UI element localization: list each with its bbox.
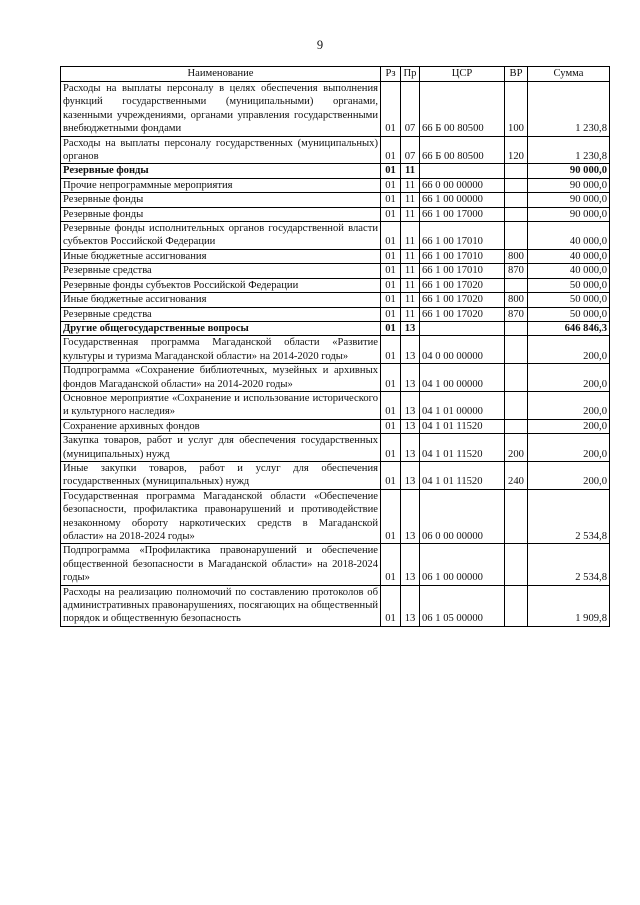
- cell-rz: 01: [381, 585, 401, 626]
- cell-name: Государственная программа Магаданской области «Развитие культуры и туризма Магаданской области» на 2014-2020 годы»: [61, 336, 381, 364]
- cell-vr: [505, 336, 528, 364]
- table-row: [61, 434, 610, 462]
- table-row: [61, 585, 610, 626]
- cell-vr: 800: [505, 249, 528, 263]
- table-row: [61, 136, 610, 164]
- cell-name: Расходы на выплаты персоналу государственных (муниципальных) органов: [61, 136, 381, 164]
- cell-csr: 66 1 00 00000: [420, 193, 505, 207]
- header-pr: Пр: [401, 67, 420, 82]
- cell-csr: 66 1 00 17000: [420, 207, 505, 221]
- cell-vr: 100: [505, 82, 528, 137]
- table-body: [61, 82, 610, 627]
- cell-pr: 13: [401, 489, 420, 544]
- table-row: [61, 336, 610, 364]
- cell-csr: 66 1 00 17020: [420, 307, 505, 321]
- cell-csr: 06 0 00 00000: [420, 489, 505, 544]
- cell-name: Резервные средства: [61, 264, 381, 278]
- header-sum: Сумма: [528, 67, 610, 82]
- cell-csr: 66 1 00 17010: [420, 222, 505, 250]
- cell-rz: 01: [381, 307, 401, 321]
- cell-rz: 01: [381, 434, 401, 462]
- cell-pr: 11: [401, 293, 420, 307]
- cell-pr: 13: [401, 585, 420, 626]
- cell-name: Резервные средства: [61, 307, 381, 321]
- table-row: [61, 364, 610, 392]
- cell-sum: 50 000,0: [528, 278, 610, 292]
- cell-pr: 11: [401, 307, 420, 321]
- cell-pr: 11: [401, 264, 420, 278]
- cell-csr: 66 1 00 17010: [420, 249, 505, 263]
- cell-rz: 01: [381, 278, 401, 292]
- cell-pr: 11: [401, 207, 420, 221]
- cell-sum: 40 000,0: [528, 264, 610, 278]
- cell-sum: 1 230,8: [528, 136, 610, 164]
- cell-pr: 11: [401, 193, 420, 207]
- cell-pr: 13: [401, 364, 420, 392]
- cell-sum: 2 534,8: [528, 489, 610, 544]
- table-row: [61, 222, 610, 250]
- table-row: [61, 544, 610, 585]
- cell-name: Основное мероприятие «Сохранение и использование исторического и культурного наследия»: [61, 391, 381, 419]
- cell-vr: 870: [505, 264, 528, 278]
- cell-pr: 11: [401, 278, 420, 292]
- table-row: [61, 264, 610, 278]
- cell-sum: 200,0: [528, 391, 610, 419]
- cell-vr: [505, 544, 528, 585]
- cell-vr: [505, 193, 528, 207]
- cell-vr: 200: [505, 434, 528, 462]
- cell-rz: 01: [381, 293, 401, 307]
- cell-rz: 01: [381, 264, 401, 278]
- cell-rz: 01: [381, 321, 401, 335]
- cell-rz: 01: [381, 419, 401, 433]
- cell-sum: 50 000,0: [528, 293, 610, 307]
- header-name: Наименование: [61, 67, 381, 82]
- table-row: [61, 461, 610, 489]
- cell-rz: 01: [381, 364, 401, 392]
- cell-csr: 04 1 00 00000: [420, 364, 505, 392]
- table-header-row: [61, 67, 610, 82]
- cell-name: Резервные фонды: [61, 207, 381, 221]
- cell-sum: 90 000,0: [528, 164, 610, 178]
- cell-sum: 200,0: [528, 364, 610, 392]
- cell-name: Резервные фонды субъектов Российской Федерации: [61, 278, 381, 292]
- cell-vr: 800: [505, 293, 528, 307]
- cell-csr: 66 Б 00 80500: [420, 136, 505, 164]
- cell-pr: 13: [401, 391, 420, 419]
- cell-sum: 200,0: [528, 461, 610, 489]
- cell-name: Резервные фонды: [61, 164, 381, 178]
- cell-name: Резервные фонды исполнительных органов государственной власти субъектов Российской Федерации: [61, 222, 381, 250]
- header-csr: ЦСР: [420, 67, 505, 82]
- cell-csr: 06 1 05 00000: [420, 585, 505, 626]
- cell-csr: [420, 321, 505, 335]
- cell-vr: [505, 164, 528, 178]
- cell-rz: 01: [381, 82, 401, 137]
- cell-vr: [505, 489, 528, 544]
- table-row: [61, 293, 610, 307]
- cell-csr: 66 1 00 17020: [420, 293, 505, 307]
- cell-csr: 66 1 00 17020: [420, 278, 505, 292]
- table-row: [61, 391, 610, 419]
- cell-pr: 11: [401, 249, 420, 263]
- cell-sum: 2 534,8: [528, 544, 610, 585]
- cell-vr: [505, 178, 528, 192]
- cell-rz: 01: [381, 489, 401, 544]
- cell-sum: 40 000,0: [528, 222, 610, 250]
- cell-name: Иные бюджетные ассигнования: [61, 249, 381, 263]
- cell-vr: [505, 222, 528, 250]
- cell-pr: 13: [401, 434, 420, 462]
- cell-csr: 06 1 00 00000: [420, 544, 505, 585]
- cell-sum: 200,0: [528, 419, 610, 433]
- cell-name: Закупка товаров, работ и услуг для обеспечения государственных (муниципальных) нужд: [61, 434, 381, 462]
- cell-rz: 01: [381, 207, 401, 221]
- cell-name: Сохранение архивных фондов: [61, 419, 381, 433]
- cell-sum: 200,0: [528, 434, 610, 462]
- cell-csr: 66 1 00 17010: [420, 264, 505, 278]
- header-vr: ВР: [505, 67, 528, 82]
- cell-sum: 646 846,3: [528, 321, 610, 335]
- cell-pr: 13: [401, 336, 420, 364]
- table-row: [61, 82, 610, 137]
- cell-rz: 01: [381, 336, 401, 364]
- cell-sum: 90 000,0: [528, 178, 610, 192]
- cell-name: Подпрограмма «Профилактика правонарушений и обеспечение общественной безопасности в Магаданской области» на 2018-2024 годы»: [61, 544, 381, 585]
- cell-csr: 04 1 01 11520: [420, 419, 505, 433]
- table-row: [61, 178, 610, 192]
- cell-csr: 04 1 01 00000: [420, 391, 505, 419]
- cell-vr: [505, 585, 528, 626]
- cell-csr: [420, 164, 505, 178]
- cell-csr: 66 Б 00 80500: [420, 82, 505, 137]
- cell-vr: 120: [505, 136, 528, 164]
- cell-pr: 11: [401, 164, 420, 178]
- header-rz: Рз: [381, 67, 401, 82]
- budget-table: [60, 66, 610, 627]
- table-row: [61, 164, 610, 178]
- cell-rz: 01: [381, 222, 401, 250]
- cell-name: Другие общегосударственные вопросы: [61, 321, 381, 335]
- cell-name: Иные бюджетные ассигнования: [61, 293, 381, 307]
- cell-pr: 13: [401, 544, 420, 585]
- cell-vr: [505, 207, 528, 221]
- cell-pr: 11: [401, 178, 420, 192]
- cell-name: Расходы на выплаты персоналу в целях обеспечения выполнения функций государственными (муниципальными) органами, казенными учреждениями, органами управления государственными внебюджетными фондами: [61, 82, 381, 137]
- cell-rz: 01: [381, 544, 401, 585]
- cell-pr: 07: [401, 136, 420, 164]
- cell-rz: 01: [381, 391, 401, 419]
- cell-pr: 07: [401, 82, 420, 137]
- cell-rz: 01: [381, 249, 401, 263]
- cell-sum: 40 000,0: [528, 249, 610, 263]
- table-row: [61, 278, 610, 292]
- table-row: [61, 321, 610, 335]
- cell-rz: 01: [381, 136, 401, 164]
- cell-sum: 90 000,0: [528, 207, 610, 221]
- cell-sum: 1 909,8: [528, 585, 610, 626]
- cell-vr: 870: [505, 307, 528, 321]
- cell-name: Резервные фонды: [61, 193, 381, 207]
- cell-pr: 13: [401, 321, 420, 335]
- cell-pr: 13: [401, 461, 420, 489]
- table-row: [61, 193, 610, 207]
- cell-sum: 50 000,0: [528, 307, 610, 321]
- cell-csr: 04 0 00 00000: [420, 336, 505, 364]
- cell-vr: [505, 278, 528, 292]
- table-row: [61, 489, 610, 544]
- cell-rz: 01: [381, 164, 401, 178]
- cell-name: Расходы на реализацию полномочий по составлению протоколов об административных правонарушениях, посягающих на общественный порядок и общественную безопасность: [61, 585, 381, 626]
- cell-sum: 90 000,0: [528, 193, 610, 207]
- cell-csr: 04 1 01 11520: [420, 434, 505, 462]
- cell-sum: 200,0: [528, 336, 610, 364]
- cell-csr: 66 0 00 00000: [420, 178, 505, 192]
- table-row: [61, 207, 610, 221]
- cell-rz: 01: [381, 461, 401, 489]
- cell-vr: [505, 321, 528, 335]
- cell-vr: [505, 364, 528, 392]
- cell-vr: [505, 419, 528, 433]
- cell-name: Иные закупки товаров, работ и услуг для обеспечения государственных (муниципальных) нужд: [61, 461, 381, 489]
- cell-rz: 01: [381, 178, 401, 192]
- cell-pr: 13: [401, 419, 420, 433]
- cell-name: Прочие непрограммные мероприятия: [61, 178, 381, 192]
- cell-sum: 1 230,8: [528, 82, 610, 137]
- table-row: [61, 249, 610, 263]
- page-number: 9: [316, 38, 324, 52]
- cell-name: Государственная программа Магаданской области «Обеспечение безопасности, профилактика правонарушений и противодействие незаконному обороту наркотических средств в Магаданской области» на 2018-2024 годы»: [61, 489, 381, 544]
- table-row: [61, 307, 610, 321]
- cell-name: Подпрограмма «Сохранение библиотечных, музейных и архивных фондов Магаданской области» на 2014-2020 годы»: [61, 364, 381, 392]
- table-row: [61, 419, 610, 433]
- cell-vr: 240: [505, 461, 528, 489]
- cell-vr: [505, 391, 528, 419]
- cell-csr: 04 1 01 11520: [420, 461, 505, 489]
- cell-rz: 01: [381, 193, 401, 207]
- cell-pr: 11: [401, 222, 420, 250]
